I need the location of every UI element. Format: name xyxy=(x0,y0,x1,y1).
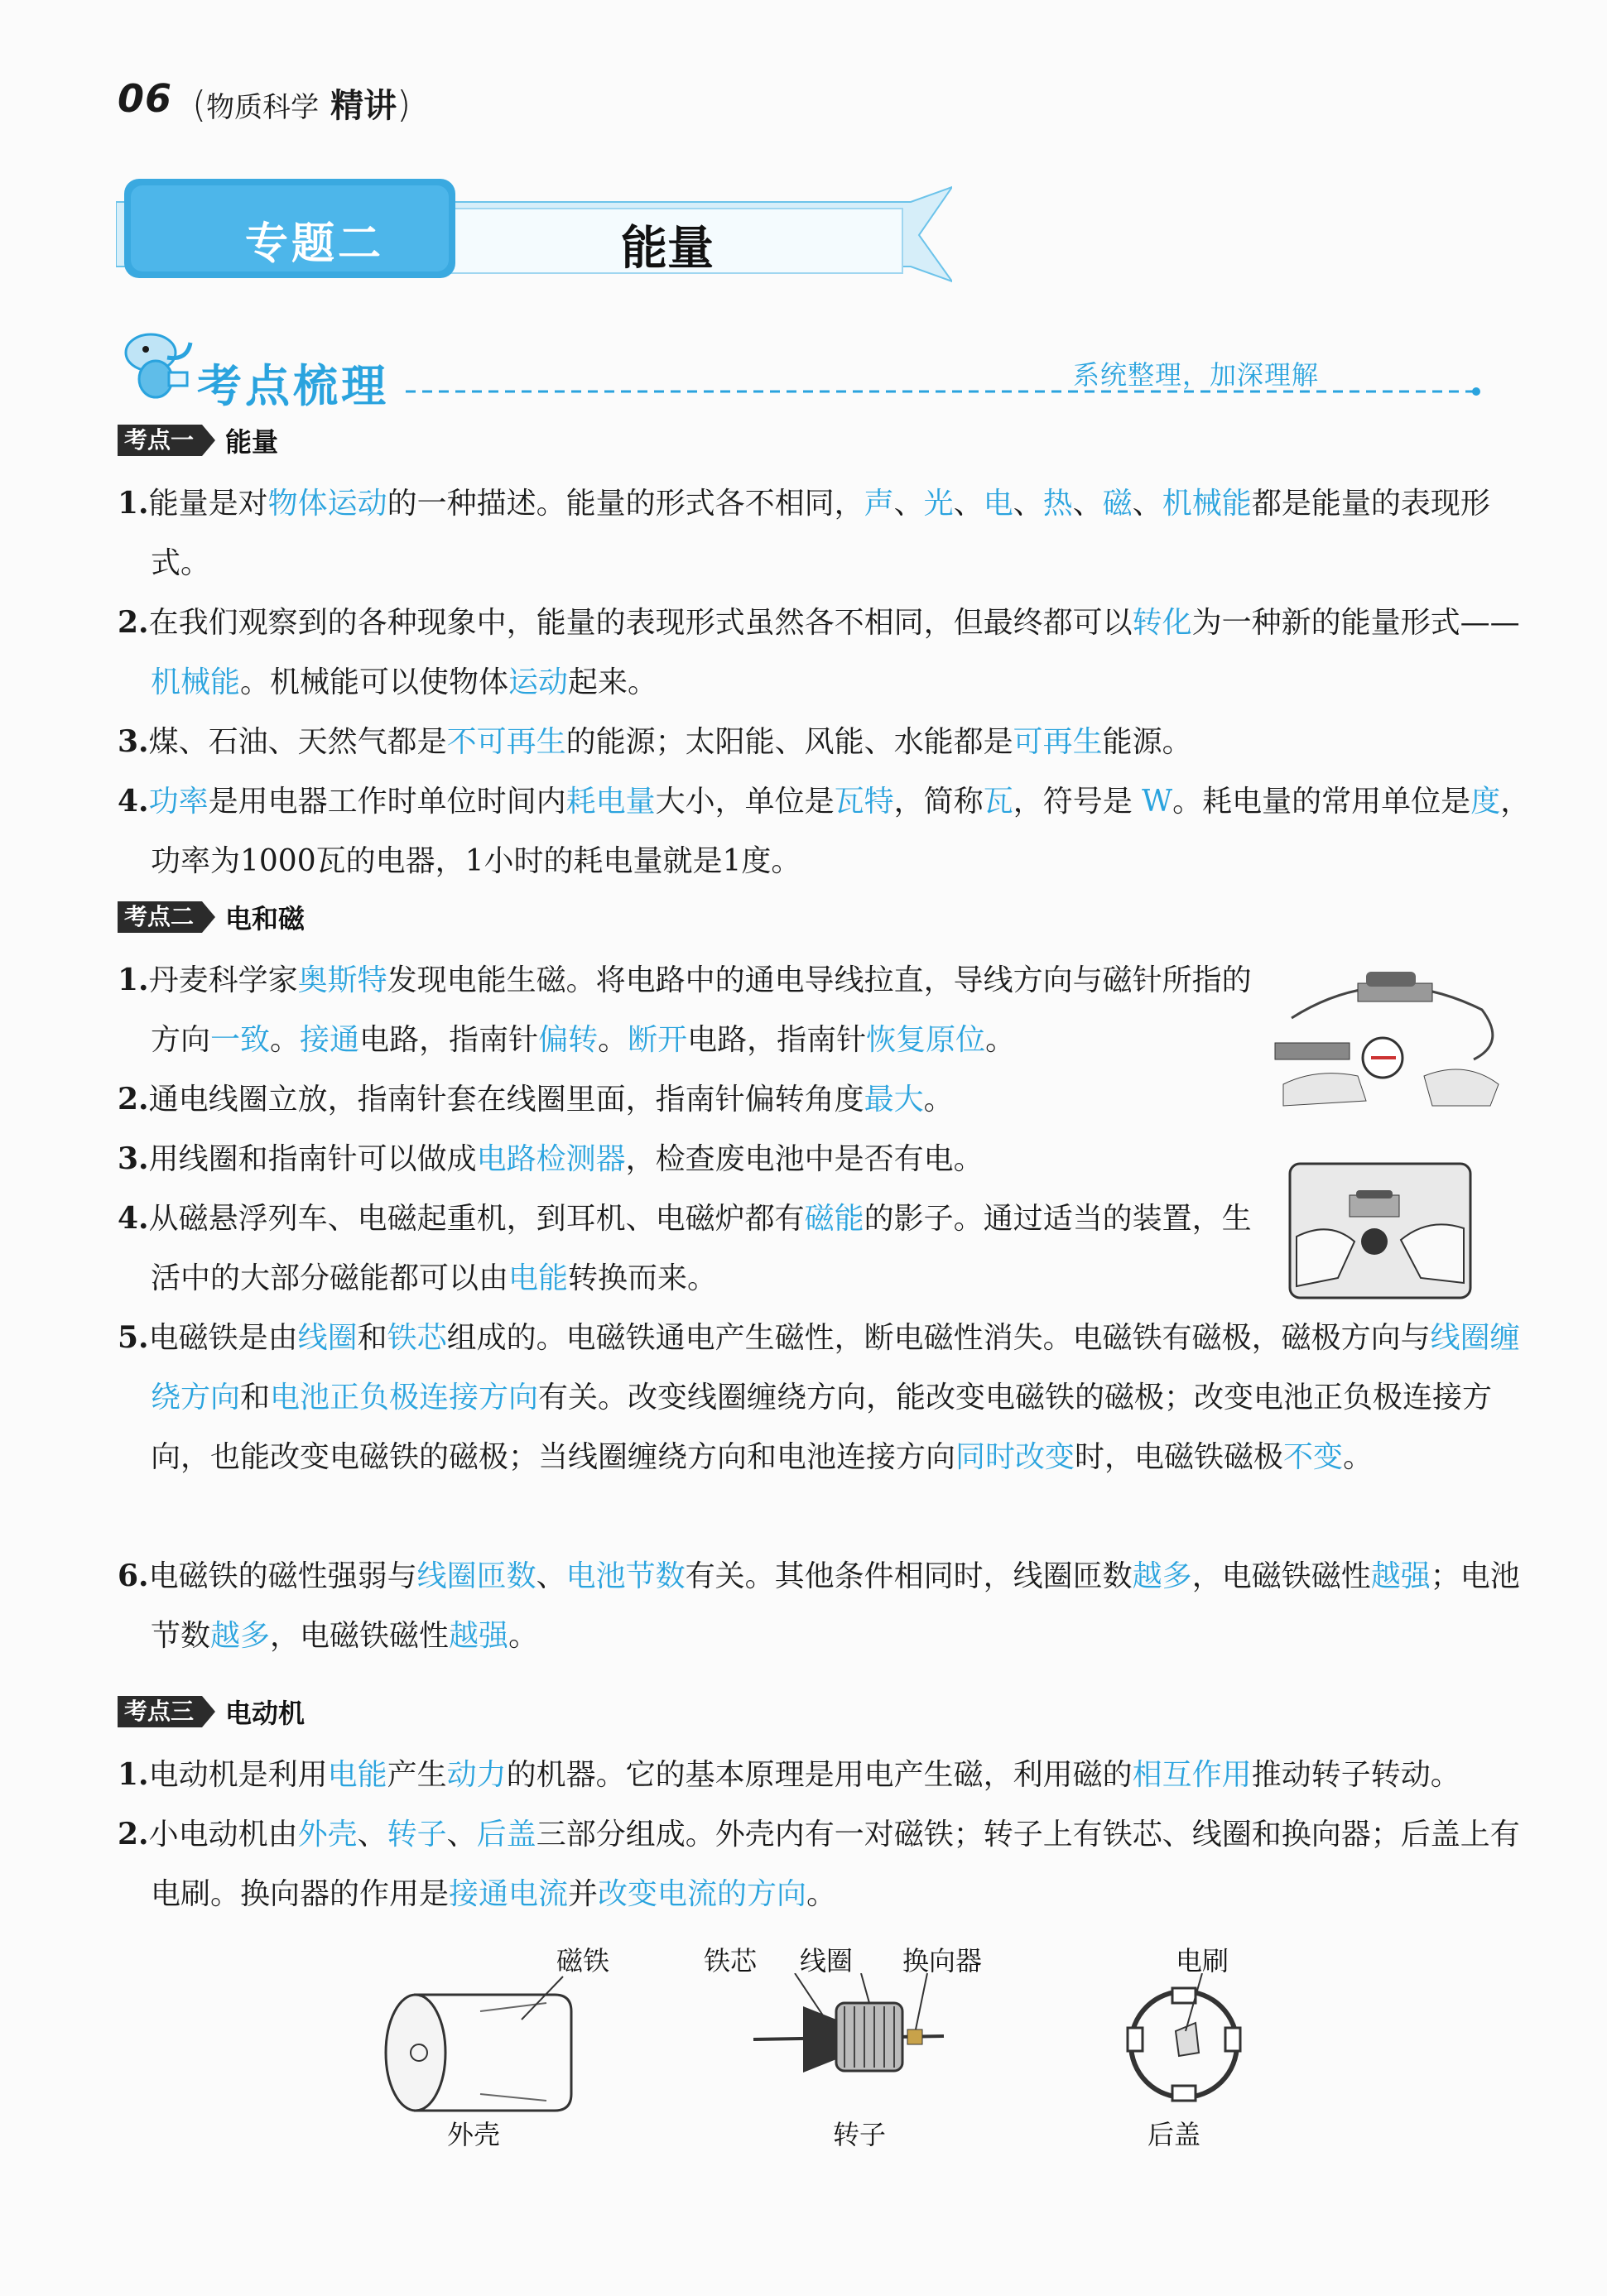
point-tag: 考点三 xyxy=(118,1696,202,1727)
text-run: 。机械能可以使物体 xyxy=(240,665,509,699)
text-run: 推动转子转动。 xyxy=(1251,1758,1460,1792)
point-2-item-4 xyxy=(118,1189,1260,1309)
text-run: 、 xyxy=(357,1818,387,1852)
text-run: 的机器。它的基本原理是用电产生磁，利用磁的 xyxy=(506,1758,1133,1792)
key-term: 接通电流 xyxy=(449,1877,569,1911)
text-run: 的影子。通过适当的装置，生活中的大部分磁能都可以由 xyxy=(151,1202,1252,1295)
point-1-item-4 xyxy=(118,771,1542,891)
cover-caption: 后盖 xyxy=(1148,2119,1201,2150)
text-run: 、 xyxy=(446,1818,477,1852)
key-term: 转化 xyxy=(1132,606,1192,640)
point-2-item-6 xyxy=(118,1546,1542,1666)
rotor-caption: 转子 xyxy=(833,2119,887,2150)
key-term: 热 xyxy=(1042,487,1073,521)
text-run: 和 xyxy=(357,1321,387,1355)
key-term: 机械能 xyxy=(151,665,241,699)
key-term: 运动 xyxy=(508,665,569,699)
key-term: 电路检测器 xyxy=(476,1142,626,1176)
item-number: 2. xyxy=(118,1082,149,1117)
point-1-item-2 xyxy=(118,593,1542,713)
book-title-suffix: 精讲 xyxy=(330,87,397,125)
key-term: 电能 xyxy=(327,1758,387,1792)
text-run: 电动机是利用 xyxy=(148,1758,328,1792)
cover-callout: 电刷 xyxy=(1176,1945,1229,1977)
key-term: 瓦 xyxy=(983,785,1013,819)
text-run: 电路，指南针 xyxy=(359,1023,539,1057)
text-run: 大小，单位是 xyxy=(655,785,835,819)
key-term: W xyxy=(1142,785,1173,819)
text-run: 发现电能生磁。将电路中的通电导线拉直，导线方向与磁针所指的方向 xyxy=(151,963,1252,1057)
point-2-item-1 xyxy=(118,950,1260,1070)
point-1-item-3 xyxy=(118,712,1542,772)
text-run: 从磁悬浮列车、电磁起重机，到耳机、电磁炉都有 xyxy=(148,1202,805,1236)
book-title: (物质科学 精讲) xyxy=(192,84,411,126)
key-term: 电 xyxy=(983,487,1013,521)
page-number: 06 xyxy=(118,76,173,121)
text-run: ，简称 xyxy=(893,785,984,819)
text-run: ，电磁铁磁性 xyxy=(270,1619,450,1653)
item-number: 5. xyxy=(118,1320,149,1355)
key-term: 后盖 xyxy=(476,1818,536,1852)
text-run: 。 xyxy=(1343,1440,1374,1474)
text-run: 组成的。电磁铁通电产生磁性，断电磁性消失。电磁铁有磁极，磁极方向与 xyxy=(446,1321,1431,1355)
text-run: 。 xyxy=(598,1023,628,1057)
text-run: ；电池节数 xyxy=(151,1559,1520,1653)
text-run: 丹麦科学家 xyxy=(148,963,298,997)
point-2-item-3 xyxy=(118,1129,1260,1189)
item-number: 1. xyxy=(118,486,149,521)
item-number: 1. xyxy=(118,963,149,997)
item-number: 4. xyxy=(118,1201,149,1236)
key-term: 瓦特 xyxy=(834,785,894,819)
text-run: 、 xyxy=(1013,487,1043,521)
text-run: 小电动机由 xyxy=(148,1818,298,1852)
motor-cover-figure xyxy=(1109,1973,1258,2106)
text-run: ，功率为1000瓦的电器，1小时的耗电量就是1度。 xyxy=(151,785,1531,878)
point-tag: 考点一 xyxy=(118,425,202,456)
point-2-header xyxy=(118,901,305,934)
key-term: 越多 xyxy=(1132,1559,1192,1593)
rotor-callout-commutator: 换向器 xyxy=(902,1945,983,1977)
key-term: 可再生 xyxy=(1013,725,1103,759)
key-term: 耗电量 xyxy=(565,785,656,819)
text-run: 产生 xyxy=(387,1758,447,1792)
text-run: 、 xyxy=(1072,487,1103,521)
item-number: 2. xyxy=(118,605,149,640)
point-1-header xyxy=(118,424,278,457)
key-term: 相互作用 xyxy=(1132,1758,1252,1792)
text-run: 能源。 xyxy=(1102,725,1192,759)
text-run: 。耗电量的常用单位是 xyxy=(1172,785,1471,819)
text-run: 煤、石油、天然气都是 xyxy=(148,725,447,759)
text-run: 为一种新的能量形式—— xyxy=(1191,606,1520,640)
key-term: 电池正负极连接方向 xyxy=(270,1381,539,1415)
point-3-header xyxy=(118,1695,305,1728)
text-run: 、 xyxy=(893,487,924,521)
topic-tag: 专题二 xyxy=(245,219,385,269)
rotor-callout-coil: 线圈 xyxy=(800,1945,854,1977)
key-term: 不可再生 xyxy=(446,725,566,759)
point-3-item-1 xyxy=(118,1745,1558,1805)
text-run: 时，电磁铁磁极 xyxy=(1075,1440,1284,1474)
text-run: 的能源；太阳能、风能、水能都是 xyxy=(565,725,1013,759)
point-2-item-2 xyxy=(118,1069,1260,1130)
text-run: ，符号是 xyxy=(1013,785,1143,819)
key-term: 度 xyxy=(1470,785,1501,819)
text-run: 并 xyxy=(568,1877,599,1911)
key-term: 越多 xyxy=(210,1619,271,1653)
text-run: 起来。 xyxy=(568,665,658,699)
text-run: 是用电器工作时单位时间内 xyxy=(208,785,566,819)
text-run: 都是能量的表现形式。 xyxy=(151,487,1490,580)
text-run: 用线圈和指南针可以做成 xyxy=(148,1142,477,1176)
key-term: 改变电流的方向 xyxy=(598,1877,807,1911)
key-term: 机械能 xyxy=(1162,487,1252,521)
point-title: 能量 xyxy=(225,426,279,458)
key-term: 磁能 xyxy=(804,1202,864,1236)
key-term: 声 xyxy=(864,487,894,521)
text-run: 电路，指南针 xyxy=(687,1023,867,1057)
item-number: 6. xyxy=(118,1559,149,1593)
shell-caption: 外壳 xyxy=(447,2119,501,2150)
key-term: 线圈 xyxy=(297,1321,358,1355)
text-run: 。 xyxy=(806,1877,837,1911)
topic-banner xyxy=(116,179,952,291)
key-term: 一致 xyxy=(210,1023,271,1057)
topic-title: 能量 xyxy=(621,222,714,276)
coil-compass-illustration xyxy=(1288,1162,1472,1299)
key-term: 线圈缠绕方向 xyxy=(151,1321,1520,1415)
rotor-callout-core: 铁芯 xyxy=(704,1945,758,1977)
text-run: 三部分组成。外壳内有一对磁铁；转子上有铁芯、线圈和换向器；后盖上有电刷。换向器的作用是 xyxy=(151,1818,1520,1911)
text-run: 能量是对 xyxy=(148,487,268,521)
section-subtitle: 系统整理，加深理解 xyxy=(1073,359,1320,391)
key-term: 不变 xyxy=(1283,1440,1344,1474)
key-term: 越强 xyxy=(449,1619,509,1653)
point-tag: 考点二 xyxy=(118,901,202,933)
key-term: 磁 xyxy=(1102,487,1133,521)
text-run: 转换而来。 xyxy=(568,1261,718,1295)
text-run: ，检查废电池中是否有电。 xyxy=(625,1142,984,1176)
text-run: 有关。其他条件相同时，线圈匝数 xyxy=(685,1559,1133,1593)
key-term: 转子 xyxy=(387,1818,447,1852)
key-term: 铁芯 xyxy=(387,1321,447,1355)
point-title: 电动机 xyxy=(225,1698,306,1729)
text-run: ，电磁铁磁性 xyxy=(1191,1559,1371,1593)
shell-callout: 磁铁 xyxy=(556,1945,610,1977)
key-term: 恢复原位 xyxy=(866,1023,986,1057)
point-title: 电和磁 xyxy=(225,903,306,934)
section-divider xyxy=(406,387,1482,396)
section-title: 考点梳理 xyxy=(197,360,389,412)
key-term: 最大 xyxy=(864,1083,924,1117)
key-term: 动力 xyxy=(446,1758,507,1792)
text-run: 。 xyxy=(508,1619,539,1653)
key-term: 物体运动 xyxy=(267,487,387,521)
mascot-icon xyxy=(118,324,197,404)
key-term: 断开 xyxy=(628,1023,688,1057)
oersted-experiment-illustration xyxy=(1267,952,1507,1109)
key-term: 越强 xyxy=(1370,1559,1431,1593)
key-term: 奥斯特 xyxy=(297,963,387,997)
key-term: 偏转 xyxy=(538,1023,599,1057)
text-run: 和 xyxy=(240,1381,271,1415)
item-number: 4. xyxy=(118,784,149,819)
item-number: 3. xyxy=(118,1141,149,1176)
book-title-text: 物质科学 xyxy=(206,91,320,124)
text-run: 的一种描述。能量的形式各不相同， xyxy=(387,487,864,521)
key-term: 电能 xyxy=(508,1261,569,1295)
key-term: 光 xyxy=(923,487,954,521)
key-term: 接通 xyxy=(300,1023,360,1057)
motor-rotor-figure xyxy=(745,1973,952,2097)
point-1-item-1 xyxy=(118,473,1542,593)
text-run: 、 xyxy=(953,487,984,521)
text-run: 。 xyxy=(270,1023,301,1057)
item-number: 3. xyxy=(118,724,149,759)
key-term: 功率 xyxy=(148,785,209,819)
item-number: 2. xyxy=(118,1817,149,1852)
key-term: 同时改变 xyxy=(955,1440,1075,1474)
text-run: 、 xyxy=(1132,487,1162,521)
point-2-item-5 xyxy=(118,1308,1542,1487)
key-term: 线圈匝数 xyxy=(416,1559,536,1593)
text-run: 。 xyxy=(923,1083,954,1117)
item-number: 1. xyxy=(118,1757,149,1792)
text-run: 电磁铁是由 xyxy=(148,1321,298,1355)
text-run: 有关。改变线圈缠绕方向，能改变电磁铁的磁极；改变电池正负极连接方向，也能改变电磁铁的磁极；当线圈缠绕方向和电池连接方向 xyxy=(151,1381,1493,1474)
motor-shell-figure xyxy=(381,1970,596,2119)
text-run: 在我们观察到的各种现象中，能量的表现形式虽然各不相同，但最终都可以 xyxy=(148,606,1133,640)
text-run: 通电线圈立放，指南针套在线圈里面，指南针偏转角度 xyxy=(148,1083,864,1117)
key-term: 电池节数 xyxy=(565,1559,686,1593)
key-term: 外壳 xyxy=(297,1818,358,1852)
text-run: 电磁铁的磁性强弱与 xyxy=(148,1559,417,1593)
text-run: 、 xyxy=(536,1559,566,1593)
point-3-item-2 xyxy=(118,1804,1542,1924)
text-run: 。 xyxy=(985,1023,1016,1057)
